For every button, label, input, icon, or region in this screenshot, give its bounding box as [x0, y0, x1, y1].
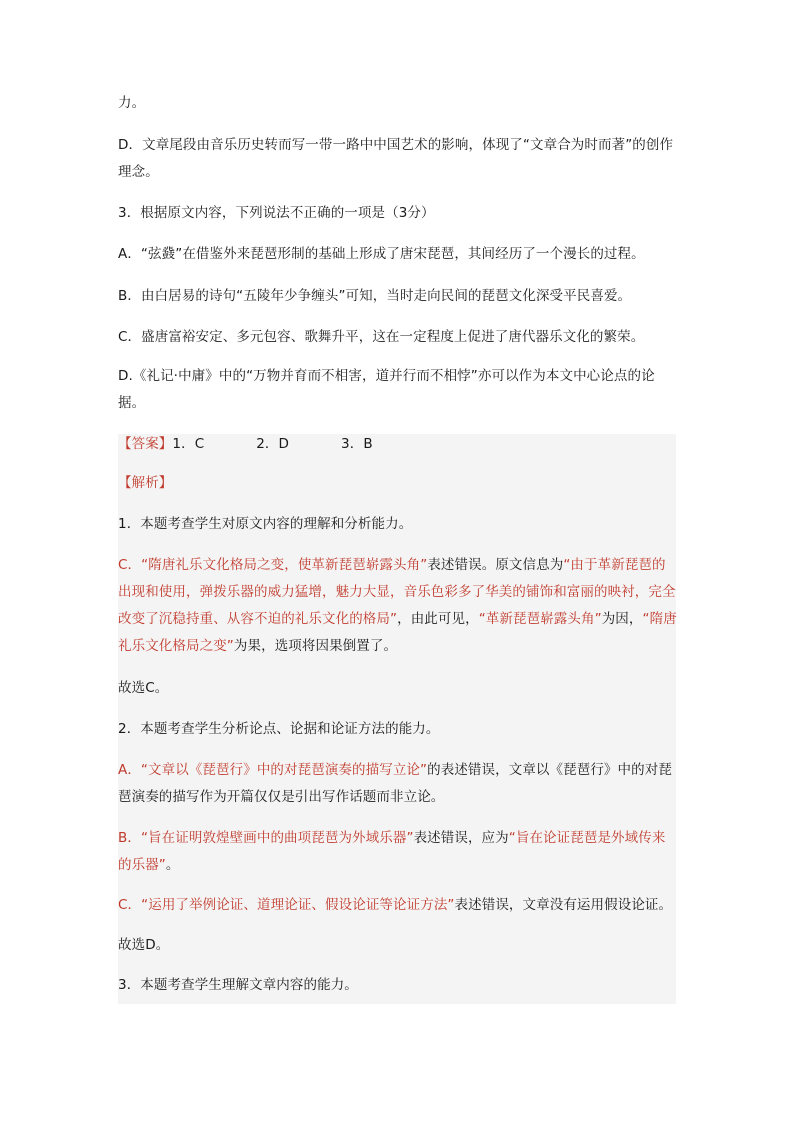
analysis-1-body: C．“隋唐礼乐文化格局之变，使革新琵琶崭露头角”表述错误。原文信息为“由于革新琵琶的出现和使用，弹拨乐器的威力猛增，魅力大显，音乐色彩多了华美的铺饰和富丽的映衬，完全改变了沉稳持重、从容不迫的礼乐文化的格局”，由此可见，“革新琵琶崭露头角”为因，“隋唐礼乐文化格局之变”为果，选项将因果倒置了。	[118, 557, 677, 654]
analysis-2-option-c: C．“运用了举例论证、道理论证、假设论证等论证方法”表述错误，文章没有运用假设论证。	[118, 897, 673, 913]
q3-option-d: D.《礼记·中庸》中的“万物并育而不相害，道并行而不相悖”亦可以作为本文中心论点的论据。	[118, 368, 655, 411]
answer-item-1: 1．C	[172, 436, 205, 452]
answer-item-3: 3．B	[341, 436, 373, 452]
analysis-1-title: 1．本题考查学生对原文内容的理解和分析能力。	[118, 516, 413, 532]
analysis-1-choice: 故选C。	[118, 680, 169, 696]
analysis-tag: 【解析】	[118, 475, 173, 491]
prev-paragraph-tail: 力。	[118, 95, 146, 111]
answer-item-2: 2．D	[256, 436, 290, 452]
analysis-2-choice: 故选D。	[118, 937, 170, 953]
analysis-2-title: 2．本题考查学生分析论点、论据和论证方法的能力。	[118, 721, 440, 737]
q2-option-d: D．文章尾段由音乐历史转而写一带一路中中国艺术的影响，体现了“文章合为时而著”的创作理念。	[118, 137, 674, 180]
q3-stem: 3．根据原文内容，下列说法不正确的一项是（3分）	[118, 205, 435, 221]
answer-tag: 【答案】	[118, 436, 173, 452]
analysis-2-option-a: A．“文章以《琵琶行》中的对琵琶演奏的描写立论”的表述错误，文章以《琵琶行》中的对琵琶演奏的描写作为开篇仅仅是引出写作话题而非立论。	[118, 762, 672, 805]
q3-option-b: B．由白居易的诗句“五陵年少争缠头”可知，当时走向民间的琵琶文化深受平民喜爱。	[118, 288, 632, 304]
q3-option-c: C．盛唐富裕安定、多元包容、歌舞升平，这在一定程度上促进了唐代器乐文化的繁荣。	[118, 329, 645, 345]
q3-option-a: A．“弦鼗”在借鉴外来琵琶形制的基础上形成了唐宋琵琶，其间经历了一个漫长的过程。	[118, 246, 645, 262]
analysis-3-title: 3．本题考查学生理解文章内容的能力。	[118, 977, 358, 993]
analysis-2-option-b: B．“旨在证明敦煌壁画中的曲项琵琶为外域乐器”表述错误，应为“旨在论证琵琶是外域传来的乐器”。	[118, 830, 666, 873]
answer-line	[118, 431, 678, 458]
